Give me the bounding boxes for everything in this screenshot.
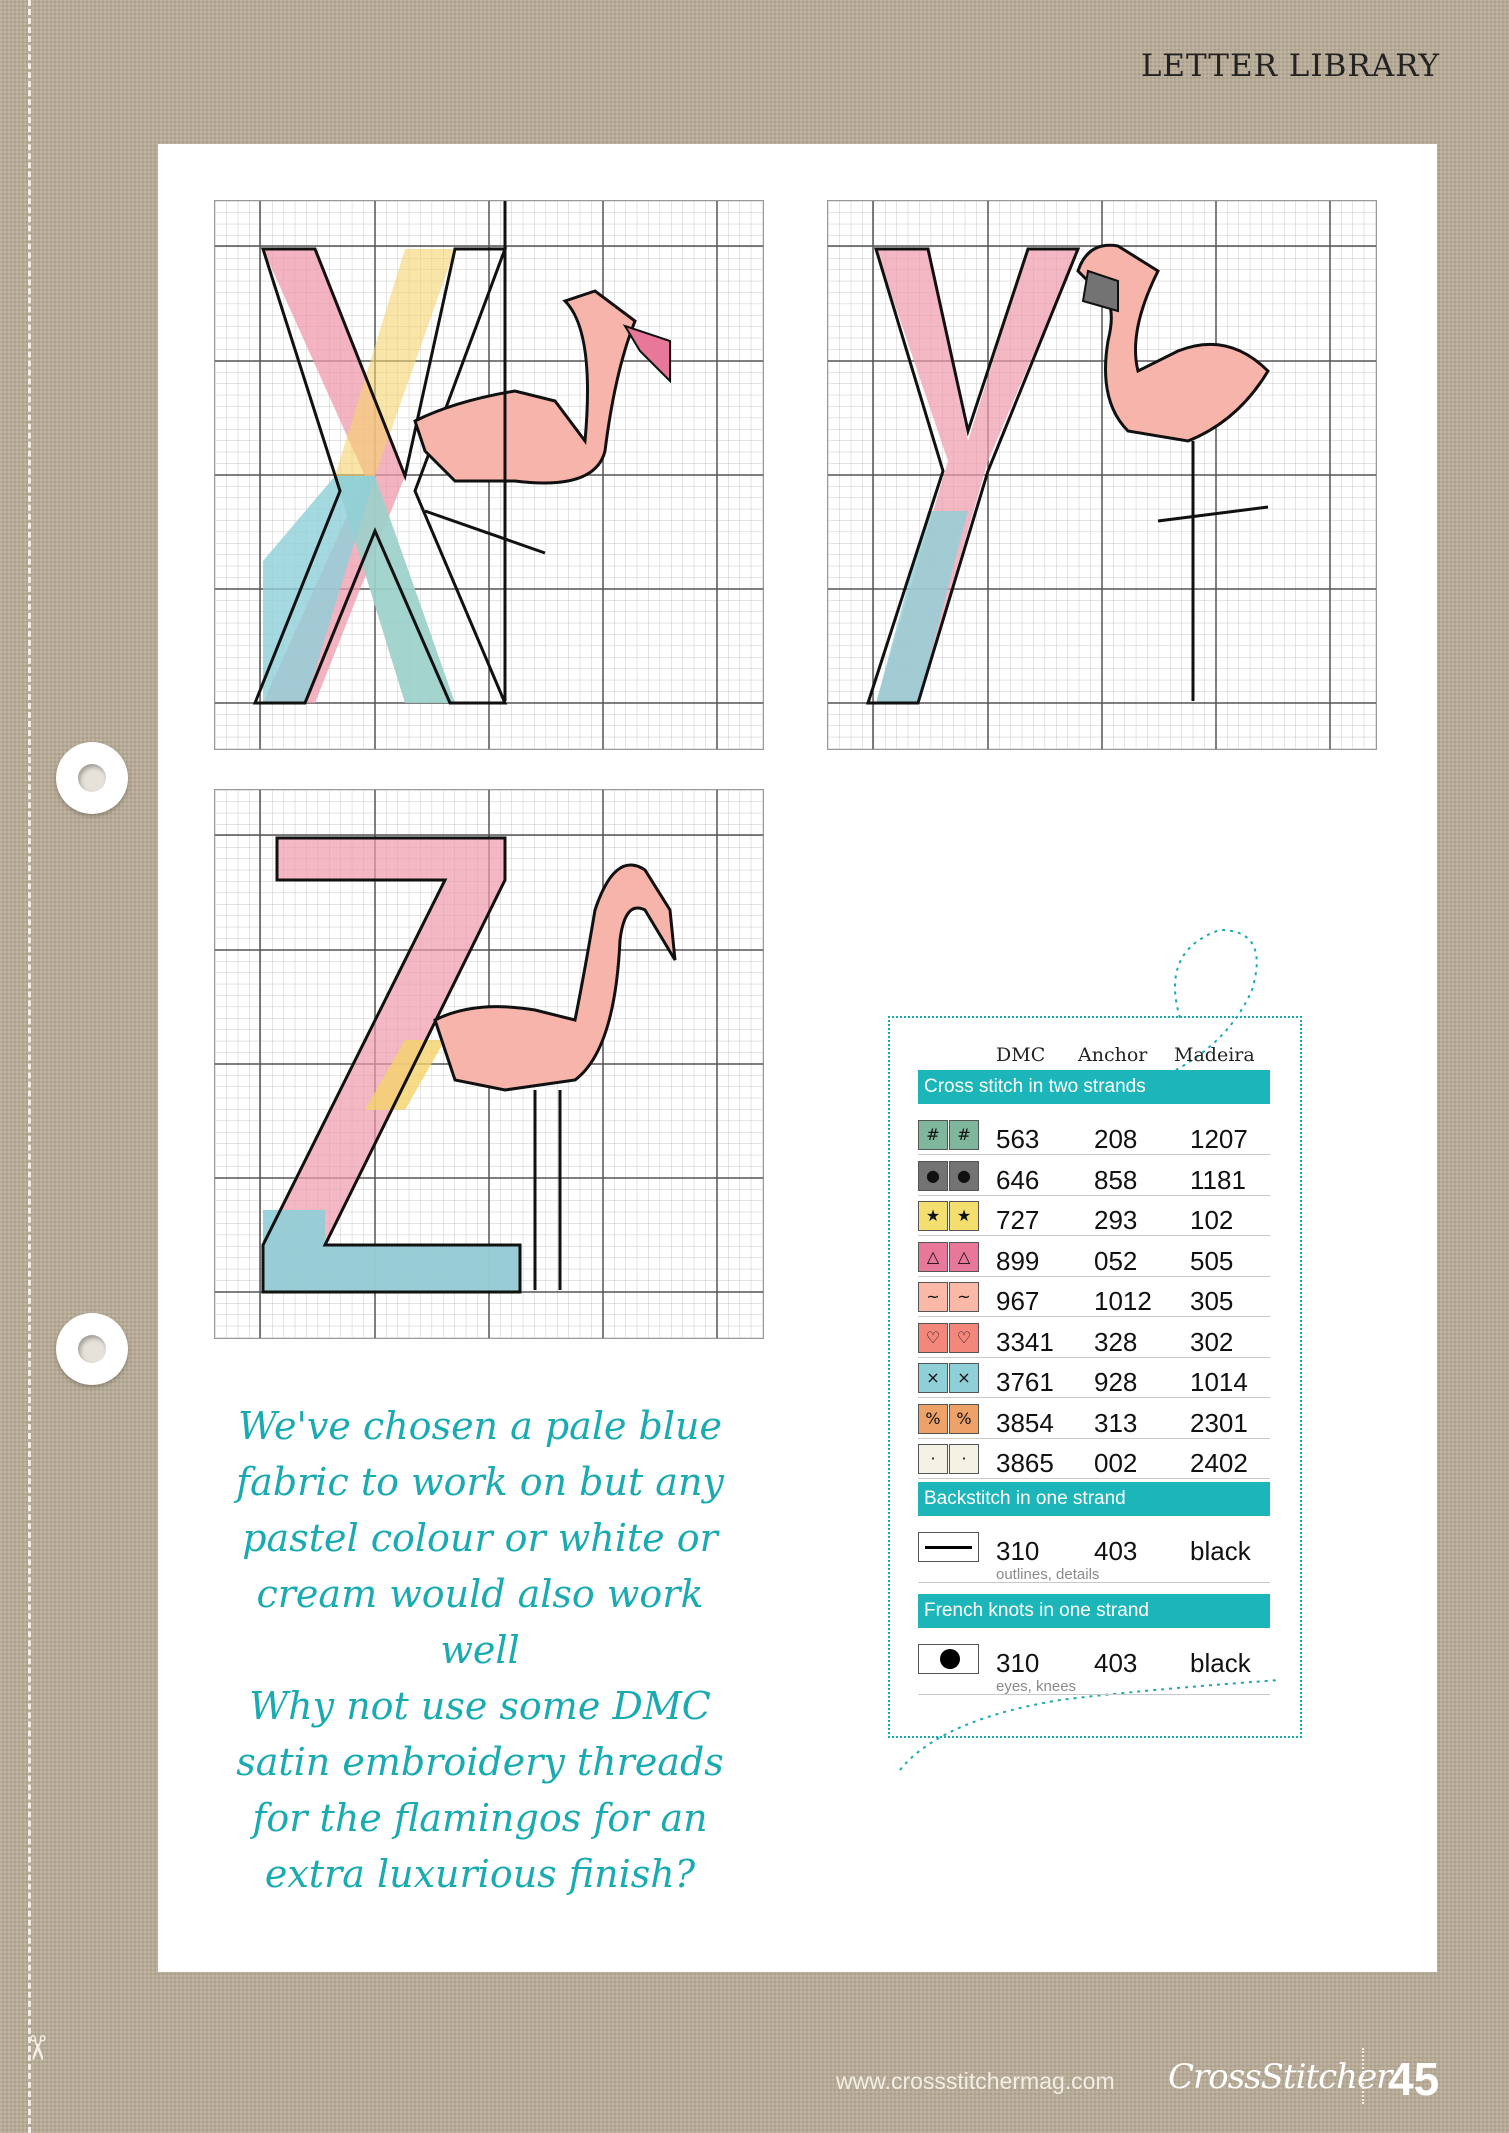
key-dmc: 3854 bbox=[996, 1407, 1054, 1438]
thread-key bbox=[888, 1016, 1302, 1738]
section-title: LETTER LIBRARY bbox=[1140, 48, 1440, 84]
key-madeira: 305 bbox=[1190, 1286, 1234, 1316]
key-madeira: black bbox=[1190, 1648, 1251, 1678]
thread-swatch: △ bbox=[949, 1242, 979, 1272]
french-knot-icon bbox=[918, 1644, 979, 1674]
key-row-cross-stitch bbox=[918, 1398, 1270, 1439]
thread-swatch: × bbox=[949, 1363, 979, 1393]
key-note: eyes, knees bbox=[996, 1678, 1077, 1695]
binder-hole bbox=[56, 742, 128, 814]
thread-swatch: ♡ bbox=[918, 1323, 948, 1353]
key-row-french-knots bbox=[918, 1638, 1270, 1695]
thread-swatch: · bbox=[918, 1444, 948, 1474]
key-madeira: 102 bbox=[1190, 1205, 1234, 1235]
key-row-cross-stitch bbox=[918, 1155, 1270, 1196]
footer-url: www.crossstitchermag.com bbox=[836, 2068, 1115, 2094]
chart-letter-y bbox=[827, 200, 1377, 750]
thread-swatch: ♡ bbox=[949, 1323, 979, 1353]
key-anchor: 052 bbox=[1094, 1245, 1138, 1276]
key-dmc: 646 bbox=[996, 1164, 1040, 1195]
key-dmc: 3761 bbox=[996, 1367, 1054, 1397]
thread-swatch: · bbox=[949, 1444, 979, 1474]
key-col-dmc: DMC bbox=[996, 1044, 1046, 1066]
key-row-cross-stitch bbox=[918, 1236, 1270, 1277]
key-anchor: 403 bbox=[1094, 1536, 1138, 1566]
key-row-cross-stitch bbox=[918, 1276, 1270, 1317]
key-anchor: 1012 bbox=[1094, 1286, 1152, 1316]
key-dmc: 899 bbox=[996, 1245, 1040, 1276]
key-col-madeira: Madeira bbox=[1174, 1044, 1255, 1066]
key-dmc: 967 bbox=[996, 1286, 1040, 1316]
key-section-cross: Cross stitch in two strands bbox=[918, 1070, 1270, 1104]
key-madeira: black bbox=[1190, 1536, 1251, 1566]
key-section-french-knots: French knots in one strand bbox=[918, 1594, 1270, 1628]
tip-fabric: We've chosen a pale blue fabric to work on but any pastel colour or white or cream would also work well bbox=[236, 1404, 724, 1672]
key-madeira: 1181 bbox=[1190, 1164, 1246, 1195]
key-row-cross-stitch bbox=[918, 1357, 1270, 1398]
thread-swatch: △ bbox=[918, 1242, 948, 1272]
key-anchor: 403 bbox=[1094, 1648, 1138, 1678]
thread-swatch: ~ bbox=[949, 1282, 979, 1312]
key-madeira: 302 bbox=[1190, 1326, 1234, 1357]
backstitch-line-icon bbox=[918, 1532, 979, 1562]
key-madeira: 1207 bbox=[1190, 1124, 1248, 1154]
thread-swatch: % bbox=[949, 1404, 979, 1434]
footer-divider bbox=[1362, 2048, 1364, 2104]
scissors-icon: ✂ bbox=[16, 2033, 57, 2063]
key-dmc: 310 bbox=[996, 1536, 1040, 1566]
thread-swatch: # bbox=[949, 1120, 979, 1150]
footer-brand-logo: CrossStitcher bbox=[1168, 2057, 1392, 2097]
key-dmc: 3341 bbox=[996, 1326, 1054, 1357]
key-note: outlines, details bbox=[996, 1566, 1100, 1583]
thread-swatch: # bbox=[918, 1120, 948, 1150]
key-madeira: 2301 bbox=[1190, 1407, 1248, 1438]
key-anchor: 208 bbox=[1094, 1124, 1138, 1154]
key-anchor: 313 bbox=[1094, 1407, 1138, 1438]
thread-swatch: ● bbox=[918, 1161, 948, 1191]
key-anchor: 328 bbox=[1094, 1326, 1138, 1357]
key-section-backstitch: Backstitch in one strand bbox=[918, 1482, 1270, 1516]
key-col-anchor: Anchor bbox=[1078, 1044, 1148, 1066]
binder-hole bbox=[56, 1313, 128, 1385]
thread-swatch: ★ bbox=[918, 1201, 948, 1231]
key-anchor: 928 bbox=[1094, 1367, 1138, 1397]
thread-swatch: % bbox=[918, 1404, 948, 1434]
key-dmc: 310 bbox=[996, 1648, 1040, 1678]
thread-swatch: ● bbox=[949, 1161, 979, 1191]
key-row-cross-stitch bbox=[918, 1195, 1270, 1236]
key-dmc: 3865 bbox=[996, 1448, 1054, 1478]
key-dmc: 563 bbox=[996, 1124, 1040, 1154]
thread-swatch: ~ bbox=[918, 1282, 948, 1312]
key-anchor: 002 bbox=[1094, 1448, 1138, 1478]
perforation-stitch-line bbox=[28, 0, 31, 2133]
key-anchor: 858 bbox=[1094, 1164, 1138, 1195]
key-row-cross-stitch bbox=[918, 1317, 1270, 1358]
key-dmc: 727 bbox=[996, 1205, 1040, 1235]
chart-letter-x bbox=[214, 200, 764, 750]
thread-swatch: × bbox=[918, 1363, 948, 1393]
key-row-cross-stitch bbox=[918, 1114, 1270, 1155]
key-anchor: 293 bbox=[1094, 1205, 1138, 1235]
tip-satin-threads: Why not use some DMC satin embroidery threads for the flamingos for an extra luxurious finish? bbox=[236, 1684, 724, 1896]
chart-letter-z bbox=[214, 789, 764, 1339]
key-row-cross-stitch bbox=[918, 1438, 1270, 1479]
page-number: 45 bbox=[1388, 2053, 1440, 2105]
key-madeira: 1014 bbox=[1190, 1367, 1248, 1397]
thread-swatch: ★ bbox=[949, 1201, 979, 1231]
key-madeira: 2402 bbox=[1190, 1448, 1248, 1478]
key-madeira: 505 bbox=[1190, 1245, 1234, 1276]
key-row-backstitch bbox=[918, 1526, 1270, 1583]
